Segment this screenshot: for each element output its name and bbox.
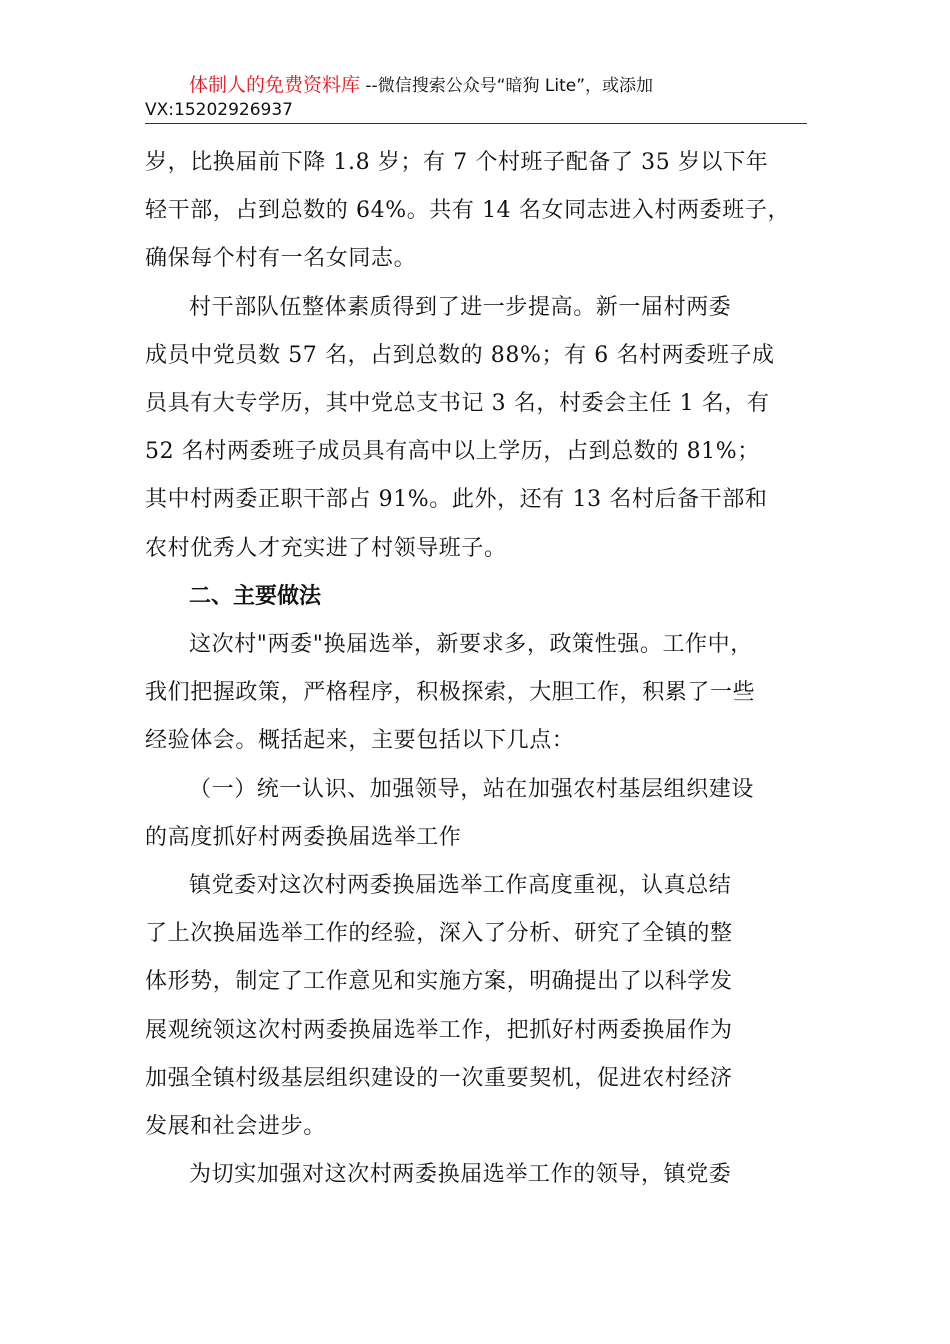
body-line: 确保每个村有一名女同志。 — [145, 246, 417, 272]
body-line: 体形势，制定了工作意见和实施方案，明确提出了以科学发 — [145, 969, 733, 995]
body-line: 村干部队伍整体素质得到了进一步提高。新一届村两委 — [189, 294, 732, 320]
section-heading: 二、主要做法 — [189, 583, 322, 609]
body-line: 52 名村两委班子成员具有高中以上学历，占到总数的 81%； — [145, 439, 760, 465]
body-line: 为切实加强对这次村两委换届选举工作的领导，镇党委 — [189, 1162, 732, 1188]
body-line: 员具有大专学历，其中党总支书记 3 名，村委会主任 1 名，有 — [145, 391, 770, 417]
body-line: 发展和社会进步。 — [145, 1114, 326, 1140]
body-line: 这次村"两委"换届选举，新要求多，政策性强。工作中， — [189, 632, 753, 658]
document-body — [145, 139, 811, 1199]
body-line: 其中村两委正职干部占 91%。此外，还有 13 名村后备干部和 — [145, 487, 768, 513]
document-header — [145, 72, 807, 124]
header-divider — [145, 123, 807, 124]
subsection-heading-cont: 的高度抓好村两委换届选举工作 — [145, 824, 462, 850]
header-brand: 体制人的免费资料库 — [189, 74, 361, 96]
body-line: 轻干部，占到总数的 64%。共有 14 名女同志进入村两委班子， — [145, 198, 791, 224]
body-line: 展观统领这次村两委换届选举工作，把抓好村两委换届作为 — [145, 1017, 733, 1043]
header-promo-line — [145, 72, 807, 99]
subsection-heading: （一）统一认识、加强领导，站在加强农村基层组织建设 — [189, 776, 755, 802]
body-line: 镇党委对这次村两委换届选举工作高度重视，认真总结 — [189, 873, 732, 899]
body-line: 经验体会。概括起来，主要包括以下几点： — [145, 728, 575, 754]
header-promo: --微信搜索公众号“暗狗 Lite”，或添加 — [365, 76, 654, 96]
body-line: 农村优秀人才充实进了村领导班子。 — [145, 535, 507, 561]
body-line: 成员中党员数 57 名，占到总数的 88%；有 6 名村两委班子成 — [145, 342, 775, 368]
body-line: 岁，比换届前下降 1.8 岁；有 7 个村班子配备了 35 岁以下年 — [145, 150, 769, 175]
body-line: 了上次换届选举工作的经验，深入了分析、研究了全镇的整 — [145, 921, 733, 947]
body-line: 我们把握政策，严格程序，积极探索，大胆工作，积累了一些 — [145, 680, 756, 706]
header-contact: VX:15202926937 — [145, 100, 293, 120]
body-line: 加强全镇村级基层组织建设的一次重要契机，促进农村经济 — [145, 1065, 733, 1091]
